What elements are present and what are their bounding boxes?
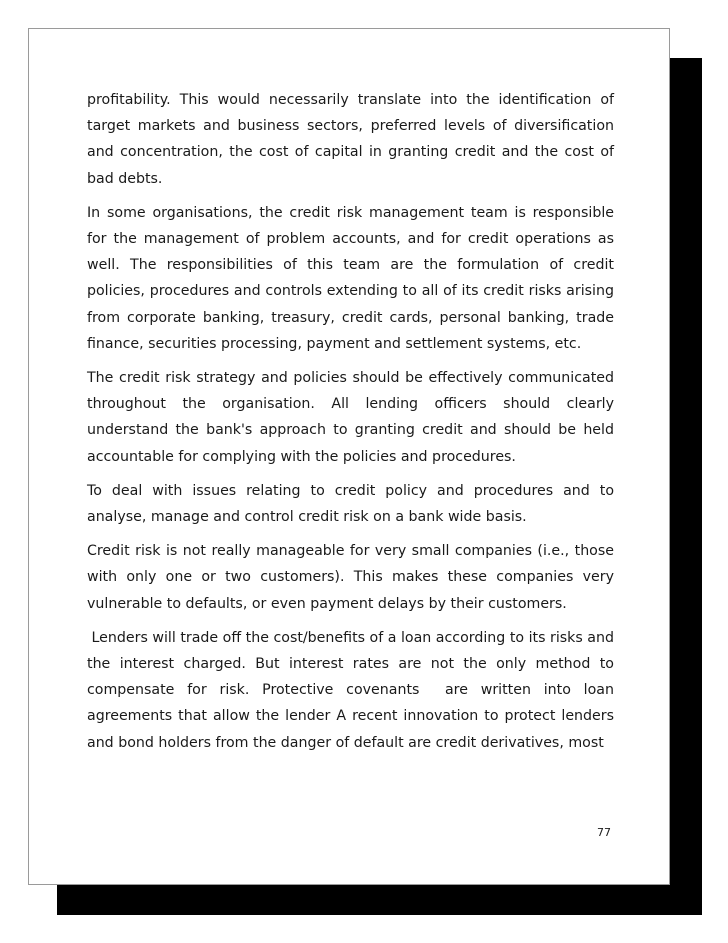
paragraph-small-companies: Credit risk is not really manageable for very small companies (i.e., those with only one or two customers). This makes these companies very vulnerable to defaults, or even payment delays by their customers. (87, 543, 614, 612)
body-text (87, 87, 619, 764)
paragraph-credit-risk-team: In some organisations, the credit risk management team is responsible for the management of problem accounts, and for credit operations as well. The responsibilities of this team are the formulation of credit policies, procedures and controls extending to all of its credit risks arising from corporate banking, treasury, credit cards, personal banking, trade finance, securities processing, payment and settlement systems, etc. (87, 204, 614, 352)
document-page (28, 28, 670, 885)
page-number: 77 (597, 826, 611, 839)
paragraph-strategy-policies: The credit risk strategy and policies should be effectively communicated throughout the organisation. All lending officers should clearly understand the bank's approach to granting credit and should be held accountable for complying with the policies and procedures. (87, 370, 614, 465)
paragraph-lenders-tradeoff: Lenders will trade off the cost/benefits of a loan according to its risks and the interest charged. But interest rates are not the only method to compensate for risk. Protective covenants are written into loan agreements that allow the lender A recent innovation to protect lenders and bond holders from the danger of default are credit derivatives, most (87, 629, 619, 751)
paragraph-credit-policy-issues: To deal with issues relating to credit policy and procedures and to analyse, manage and control credit risk on a bank wide basis. (87, 482, 614, 526)
paragraph-profitability: profitability. This would necessarily translate into the identification of target markets and business sectors, preferred levels of diversification and concentration, the cost of capital in granting credit and the cost of bad debts. (87, 92, 614, 187)
